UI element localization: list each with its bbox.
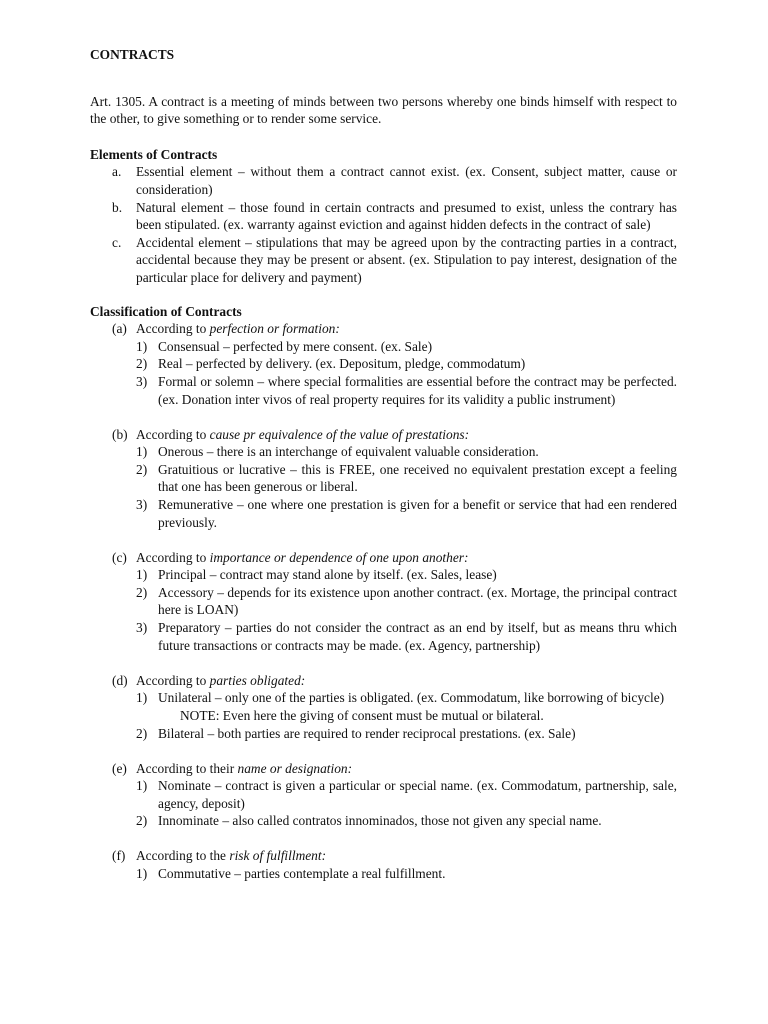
list-item-text: Formal or solemn – where special formalities are essential before the contract may be perfected. (ex. Donation inter vivos of real property requires for its validity a public instrument) [158,373,677,407]
group-marker: (c) [112,549,127,565]
list-marker: 1) [136,338,148,354]
list-marker: a. [112,164,122,180]
list-item [90,461,677,496]
list-item-text: Accidental element – stipulations that may be agreed upon by the contracting parties in a contract, accidental because they may be present or absent. (ex. Stipulation to pay interest, designation of the particular place for delivery and payment) [136,234,677,285]
classification-group [90,760,677,830]
group-marker: (d) [112,672,128,688]
list-item [90,338,677,356]
group-marker: (b) [112,426,128,442]
list-item-text: Essential element – without them a contract cannot exist. (ex. Consent, subject matter, cause or consideration) [136,164,677,197]
list-item-text: Innominate – also called contratos innominados, those not given any special name. [158,813,602,829]
group-heading [90,760,677,778]
group-prefix: According to [136,549,207,565]
elements-list [90,163,677,286]
list-item [90,355,677,373]
list-item [90,812,677,830]
note-text: NOTE: Even here the giving of consent must be mutual or bilateral. [180,707,544,723]
list-marker: 1) [136,866,148,882]
list-item [90,689,677,707]
classification-group [90,320,677,408]
list-marker: 3) [136,373,148,389]
document-page [90,46,677,900]
group-criterion: name or designation: [237,760,353,776]
list-item [90,199,677,234]
classification-group [90,847,677,882]
group-criterion: importance or dependence of one upon another: [209,549,469,565]
list-marker: 2) [136,725,148,741]
group-prefix: According to the [136,848,226,864]
list-item-text: Gratuitious or lucrative – this is FREE, one received no equivalent prestation except a feeling that one has been generous or liberal. [158,461,677,495]
list-marker: 1) [136,778,148,794]
group-heading [90,549,677,567]
list-marker: 1) [136,444,148,460]
group-prefix: According to [136,426,207,442]
document-title: CONTRACTS [90,47,175,62]
list-item-text: Onerous – there is an interchange of equivalent valuable consideration. [158,444,539,460]
list-item-text: Real – perfected by delivery. (ex. Depositum, pledge, commodatum) [158,356,526,372]
list-item-text: Consensual – perfected by mere consent. (ex. Sale) [158,338,433,354]
group-heading [90,320,677,338]
group-heading [90,426,677,444]
group-list [90,865,677,883]
list-item-text: Remunerative – one where one prestation is given for a benefit or service that had een rendered previously. [158,496,677,530]
classification-group [90,549,677,655]
list-marker: 3) [136,620,148,636]
list-marker: 2) [136,584,148,600]
list-item [90,777,677,812]
list-item-text: Accessory – depends for its existence upon another contract. (ex. Mortage, the principal contract here is LOAN) [158,584,677,618]
list-marker: 2) [136,356,148,372]
list-item [90,234,677,287]
list-item [90,619,677,654]
group-criterion: cause pr equivalence of the value of prestations: [209,426,470,442]
classification-heading: Classification of Contracts [90,303,242,319]
list-item [90,163,677,198]
group-criterion: perfection or formation: [209,321,340,337]
group-criterion: risk of fulfillment: [229,848,327,864]
group-prefix: According to [136,672,207,688]
group-list [90,777,677,830]
list-item [90,725,677,743]
list-item-text: Commutative – parties contemplate a real fulfillment. [158,866,446,882]
intro-paragraph: Art. 1305. A contract is a meeting of minds between two persons whereby one binds himself with respect to the other, to give something or to render some service. [90,93,677,127]
group-heading [90,672,677,690]
group-marker: (a) [112,321,127,337]
list-item-text: Natural element – those found in certain contracts and presumed to exist, unless the contrary has been stipulated. (ex. warranty against eviction and against hidden defects in the contract of sale) [136,199,677,233]
list-marker: 3) [136,496,148,512]
list-item [90,566,677,584]
classification-group [90,672,677,742]
group-marker: (f) [112,848,126,864]
list-marker: 1) [136,690,148,706]
list-item [90,443,677,461]
group-list [90,338,677,408]
group-heading [90,847,677,865]
list-item [90,584,677,619]
classification-group [90,426,677,532]
group-criterion: parties obligated: [209,672,306,688]
group-list [90,566,677,654]
list-item-text: Bilateral – both parties are required to render reciprocal prestations. (ex. Sale) [158,725,576,741]
list-item-text: Preparatory – parties do not consider the contract as an end by itself, but as means thru which future transactions or contracts may be made. (ex. Agency, partnership) [158,620,677,653]
list-marker: 1) [136,567,148,583]
elements-heading: Elements of Contracts [90,146,218,162]
list-marker: b. [112,199,123,215]
group-list [90,443,677,531]
list-item-text: Nominate – contract is given a particular or special name. (ex. Commodatum, partnership, sale, agency, deposit) [158,778,677,811]
group-prefix: According to their [136,760,235,776]
group-prefix: According to [136,321,207,337]
list-item [90,865,677,883]
group-list [90,689,677,742]
list-item-text: Unilateral – only one of the parties is obligated. (ex. Commodatum, like borrowing of bicycle) [158,690,665,706]
group-marker: (e) [112,760,127,776]
list-item [90,496,677,531]
list-marker: 2) [136,813,148,829]
list-item [90,373,677,408]
list-marker: 2) [136,461,148,477]
list-item-text: Principal – contract may stand alone by itself. (ex. Sales, lease) [158,567,497,583]
list-marker: c. [112,234,122,250]
